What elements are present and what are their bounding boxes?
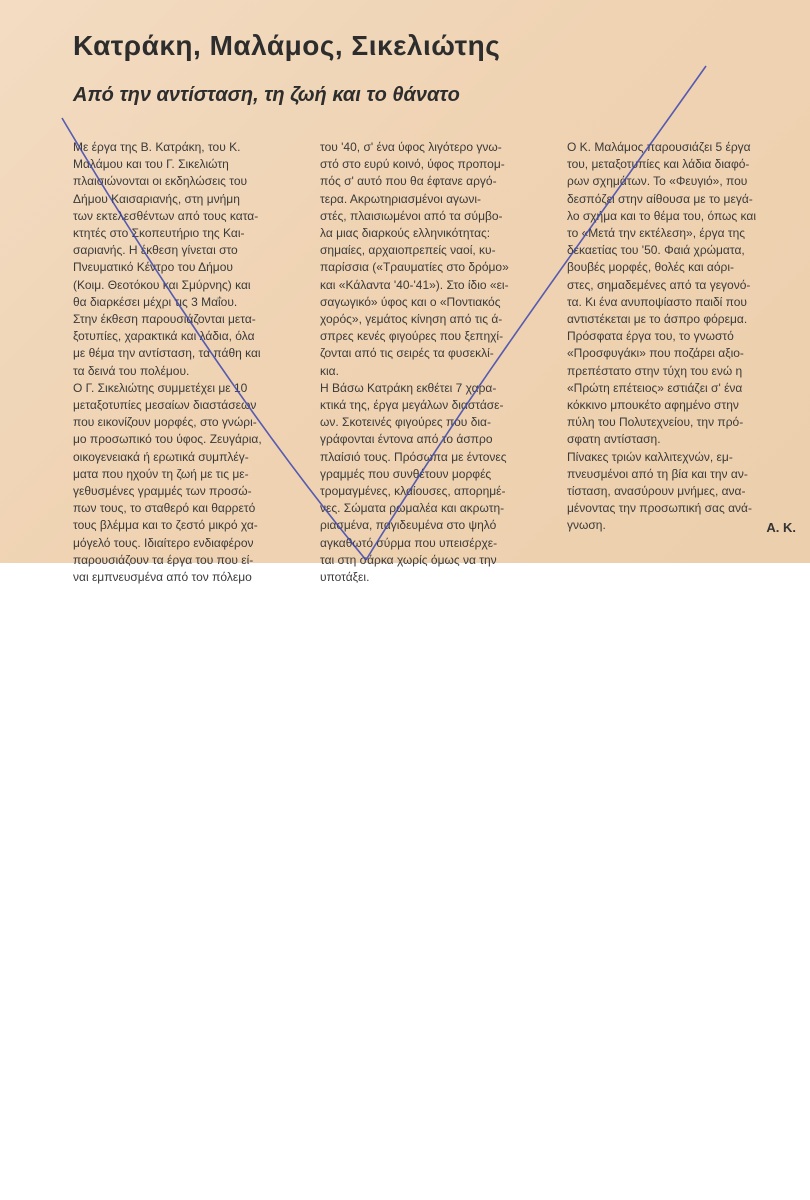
pen-strokes [0, 0, 810, 563]
column-text: Με έργα της Β. Κατράκη, του Κ. Μαλάμου και του Γ. Σικελιώτη πλαισιώνονται οι εκδηλώσεις του Δήμου Καισαριανής, στη μνήμη των εκτελεσθέντων από τους κατα- κτητές στο Σκοπευτήριο της Και- σαριανής. Η έκθεση γίνεται στο Πνευματικό Κέντρο του Δήμου (Κοιμ. Θεοτόκου και Σμύρνης) και θα διαρκέσει μέχρι τις 3 Μαΐου. Στην έκθεση παρουσιάζονται μετα- ξοτυπίες, χαρακτικά και λάδια, όλα με θέμα την αντίσταση, τα πάθη και τα δεινά του πολέμου. Ο Γ. Σικελιώτης συμμετέχει με 10 μεταξοτυπίες μεσαίων διαστάσεων που εικονίζουν μορφές, στο γνώρι- μο προσωπικό του ύφος. Ζευγάρια, οικογενειακά ή ερωτικά συμπλέγ- ματα που ηχούν τη ζωή με τις με- γεθυσμένες γραμμές των προσώ- πων τους, το σταθερό και θαρρετό τους βλέμμα και το ζεστό μικρό χα- μόγελό τους. Ιδιαίτερο ενδιαφέρον παρουσιάζουν τα έργα του που εί- ναι εμπνευσμένα από τον πόλεμο [73, 140, 262, 585]
pen-stroke-right [366, 66, 706, 560]
newspaper-clipping [0, 0, 810, 585]
pen-stroke-left [62, 118, 366, 560]
article-signature: Α. Κ. [766, 520, 796, 535]
article-subtitle: Από την αντίσταση, τη ζωή και το θάνατο [73, 84, 460, 106]
article-title: Κατράκη, Μαλάμος, Σικελιώτης [73, 30, 501, 61]
column-text: Ο Κ. Μαλάμος παρουσιάζει 5 έργα του, μεταξοτυπίες και λάδια διαφό- ρων σχημάτων. Το «Φευγιό», που δεσπόζει στην αίθουσα με το μεγά- λο σχήμα και το θέμα του, όπως και το «Μετά την εκτέλεση», έργα της δεκαετίας του '50. Φαιά χρώματα, βουβές μορφές, θολές και αόρι- στες, σημαδεμένες από τα γεγονό- τα. Κι ένα ανυποψίαστο παιδί που αντιστέκεται με το άσπρο φόρεμα. Πρόσφατα έργα του, το γνωστό «Προσφυγάκι» που ποζάρει αξιο- πρεπέστατο στην τύχη του ενώ η «Πρώτη επέτειος» εστιάζει σ' ένα κόκκινο μπουκέτο αφημένο στην πύλη του Πολυτεχνείου, την πρό- σφατη αντίσταση. Πίνακες τριών καλλιτεχνών, εμ- πνευσμένοι από τη βία και την αν- τίσταση, ανασύρουν μνήμες, ανα- μένοντας την προσωπική σας ανά- γνωση. [567, 140, 756, 533]
column-text: του '40, σ' ένα ύφος λιγότερο γνω- στό στο ευρύ κοινό, ύφος προπομ- πός σ' αυτό που θα έφτανε αργό- τερα. Ακρωτηριασμένοι αγωνι- στές, πλαισιωμένοι από τα σύμβο- λα μιας διαρκούς ελληνικότητας: σημαίες, αρχαιοπρεπείς ναοί, κυ- παρίσσια («Τραυματίες στο δρόμο» και «Κάλαντα '40-'41»). Στο ίδιο «ει- σαγωγικό» ύφος και ο «Ποντιακός χορός», γεμάτος κίνηση από τις ά- σπρες κενές φιγούρες που ξεπηχί- ζονται από τις σειρές τα φυσεκλί- κια. Η Βάσω Κατράκη εκθέτει 7 χαρα- κτικά της, έργα μεγάλων διαστάσε- ων. Σκοτεινές φιγούρες που δια- γράφονται έντονα από το άσπρο πλαίσιό τους. Πρόσωπα με έντονες γραμμές που συνθέτουν μορφές τρομαγμένες, κλαίουσες, απορημέ- νες. Σώματα ρωμαλέα και ακρωτη- ριασμένα, παγιδευμένα στο ψηλό αγκαθωτό σύρμα που υπεισέρχε- ται στη σάρκα χωρίς όμως να την υποτάξει. [320, 140, 509, 585]
